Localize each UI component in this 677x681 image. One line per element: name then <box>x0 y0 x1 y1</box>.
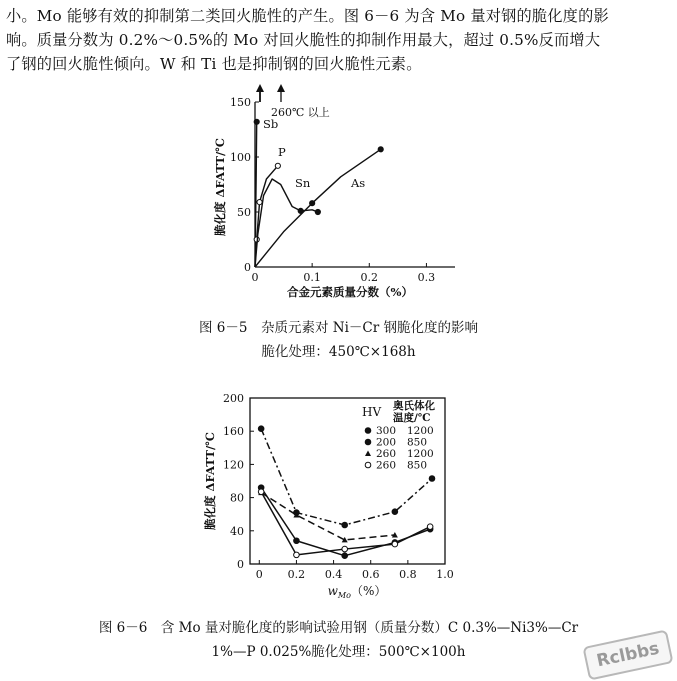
data-point <box>378 147 383 152</box>
figure-6-6-chart <box>195 388 460 613</box>
x-axis-label-sub: Mo <box>337 591 351 600</box>
data-point <box>392 541 398 547</box>
break-arrow-head <box>277 84 285 92</box>
data-point <box>294 552 300 558</box>
x-axis-label: 合金元素质量分数（%） <box>287 285 413 299</box>
data-point <box>275 163 280 168</box>
x-tick-label: 0.2 <box>360 271 379 284</box>
paragraph-line: 响。质量分数为 0.2%～0.5%的 Mo 对回火脆性的抑制作用最大，超过 0.5%反而增大 <box>6 31 601 49</box>
data-point <box>365 451 371 457</box>
data-point <box>342 522 348 528</box>
series-label-sb: Sb <box>263 117 279 131</box>
series-label-p: P <box>278 145 286 159</box>
figure-6-6-caption: 图 6－6 含 Mo 量对脆化度的影响试验用钢（质量分数）C 0.3%—Ni3%—Cr <box>98 620 579 636</box>
x-axis-label-w: w <box>327 584 338 598</box>
x-axis-label <box>328 584 387 600</box>
legend-hv: 300 <box>376 425 397 437</box>
legend-header-temp-line: 温度/℃ <box>393 412 431 424</box>
series-line-200-850 <box>261 488 430 556</box>
x-tick-label: 1.0 <box>436 568 454 581</box>
y-tick-label: 50 <box>237 206 251 219</box>
x-tick-label: 0.4 <box>324 568 343 581</box>
series-label-sn: Sn <box>295 176 311 190</box>
data-point <box>342 546 348 552</box>
y-tick-label: 120 <box>223 458 244 472</box>
data-point <box>258 489 264 495</box>
y-tick-label: 80 <box>230 491 244 505</box>
data-point <box>342 553 348 559</box>
figure-6-5-subcaption: 脆化处理：450℃×168h <box>261 344 416 360</box>
data-point <box>294 538 300 544</box>
y-tick-label: 40 <box>230 524 244 538</box>
y-tick-label: 200 <box>223 392 244 405</box>
data-point <box>258 426 264 432</box>
x-axis-label-unit: （%） <box>350 584 387 598</box>
legend-header-hv: HV <box>362 405 382 419</box>
y-tick-label: 0 <box>244 261 251 274</box>
y-axis-label: 脆化度 ΔFATT/℃ <box>213 138 227 236</box>
data-point <box>254 119 259 124</box>
paragraph-line: 小。Mo 能够有效的抑制第二类回火脆性的产生。图 6－6 为含 Mo 量对钢的脆化度的影 <box>6 7 609 25</box>
legend-temp: 850 <box>407 459 428 472</box>
y-tick-label: 150 <box>230 96 251 109</box>
break-arrow-head <box>256 84 264 92</box>
x-tick-label: 0.1 <box>303 271 321 284</box>
legend-temp: 1200 <box>407 448 434 460</box>
y-tick-label: 100 <box>230 151 251 164</box>
body-paragraph <box>6 4 671 76</box>
data-point <box>365 439 371 445</box>
legend-hv: 260 <box>376 459 397 472</box>
legend-header-temp <box>393 399 439 424</box>
data-point <box>392 509 398 515</box>
paragraph-line: 了钢的回火脆性倾向。W 和 Ti 也是抑制钢的回火脆性元素。 <box>6 55 422 73</box>
legend-hv: 200 <box>376 436 397 449</box>
figure-6-5-caption: 图 6－5 杂质元素对 Ni－Cr 钢脆化度的影响 <box>199 320 478 336</box>
data-point <box>427 524 433 530</box>
x-tick-label: 0.3 <box>417 271 436 284</box>
annotation-260: 260℃ 以上 <box>271 106 330 119</box>
figure-6-5-chart <box>205 82 465 304</box>
series-line-sn <box>255 179 318 267</box>
x-tick-label: 0.8 <box>399 568 417 581</box>
y-tick-label: 0 <box>237 558 244 571</box>
legend-temp: 1200 <box>407 425 434 437</box>
y-axis-label: 脆化度 ΔFATT/℃ <box>203 432 217 530</box>
series-line-as <box>255 149 381 267</box>
watermark-logo: Rclbbs <box>582 629 673 680</box>
legend-header-temp-line: 奥氏体化 <box>393 400 435 412</box>
x-tick-label: 0.6 <box>361 568 380 581</box>
x-tick-label: 0.2 <box>287 568 306 581</box>
series-label-as: As <box>351 176 366 190</box>
x-tick-label: 0 <box>255 568 263 581</box>
legend-temp: 850 <box>407 436 428 449</box>
y-tick-label: 160 <box>223 425 244 439</box>
data-point <box>365 462 371 468</box>
figure-6-6-subcaption: 1%—P 0.025%脆化处理：500℃×100h <box>211 644 466 660</box>
x-tick-label: 0 <box>251 271 259 284</box>
series-line-260-1200 <box>261 493 395 540</box>
data-point <box>310 201 315 206</box>
data-point <box>315 209 320 214</box>
data-point <box>429 476 435 482</box>
legend-hv: 260 <box>376 448 397 460</box>
data-point <box>365 428 371 434</box>
data-point <box>257 200 262 205</box>
